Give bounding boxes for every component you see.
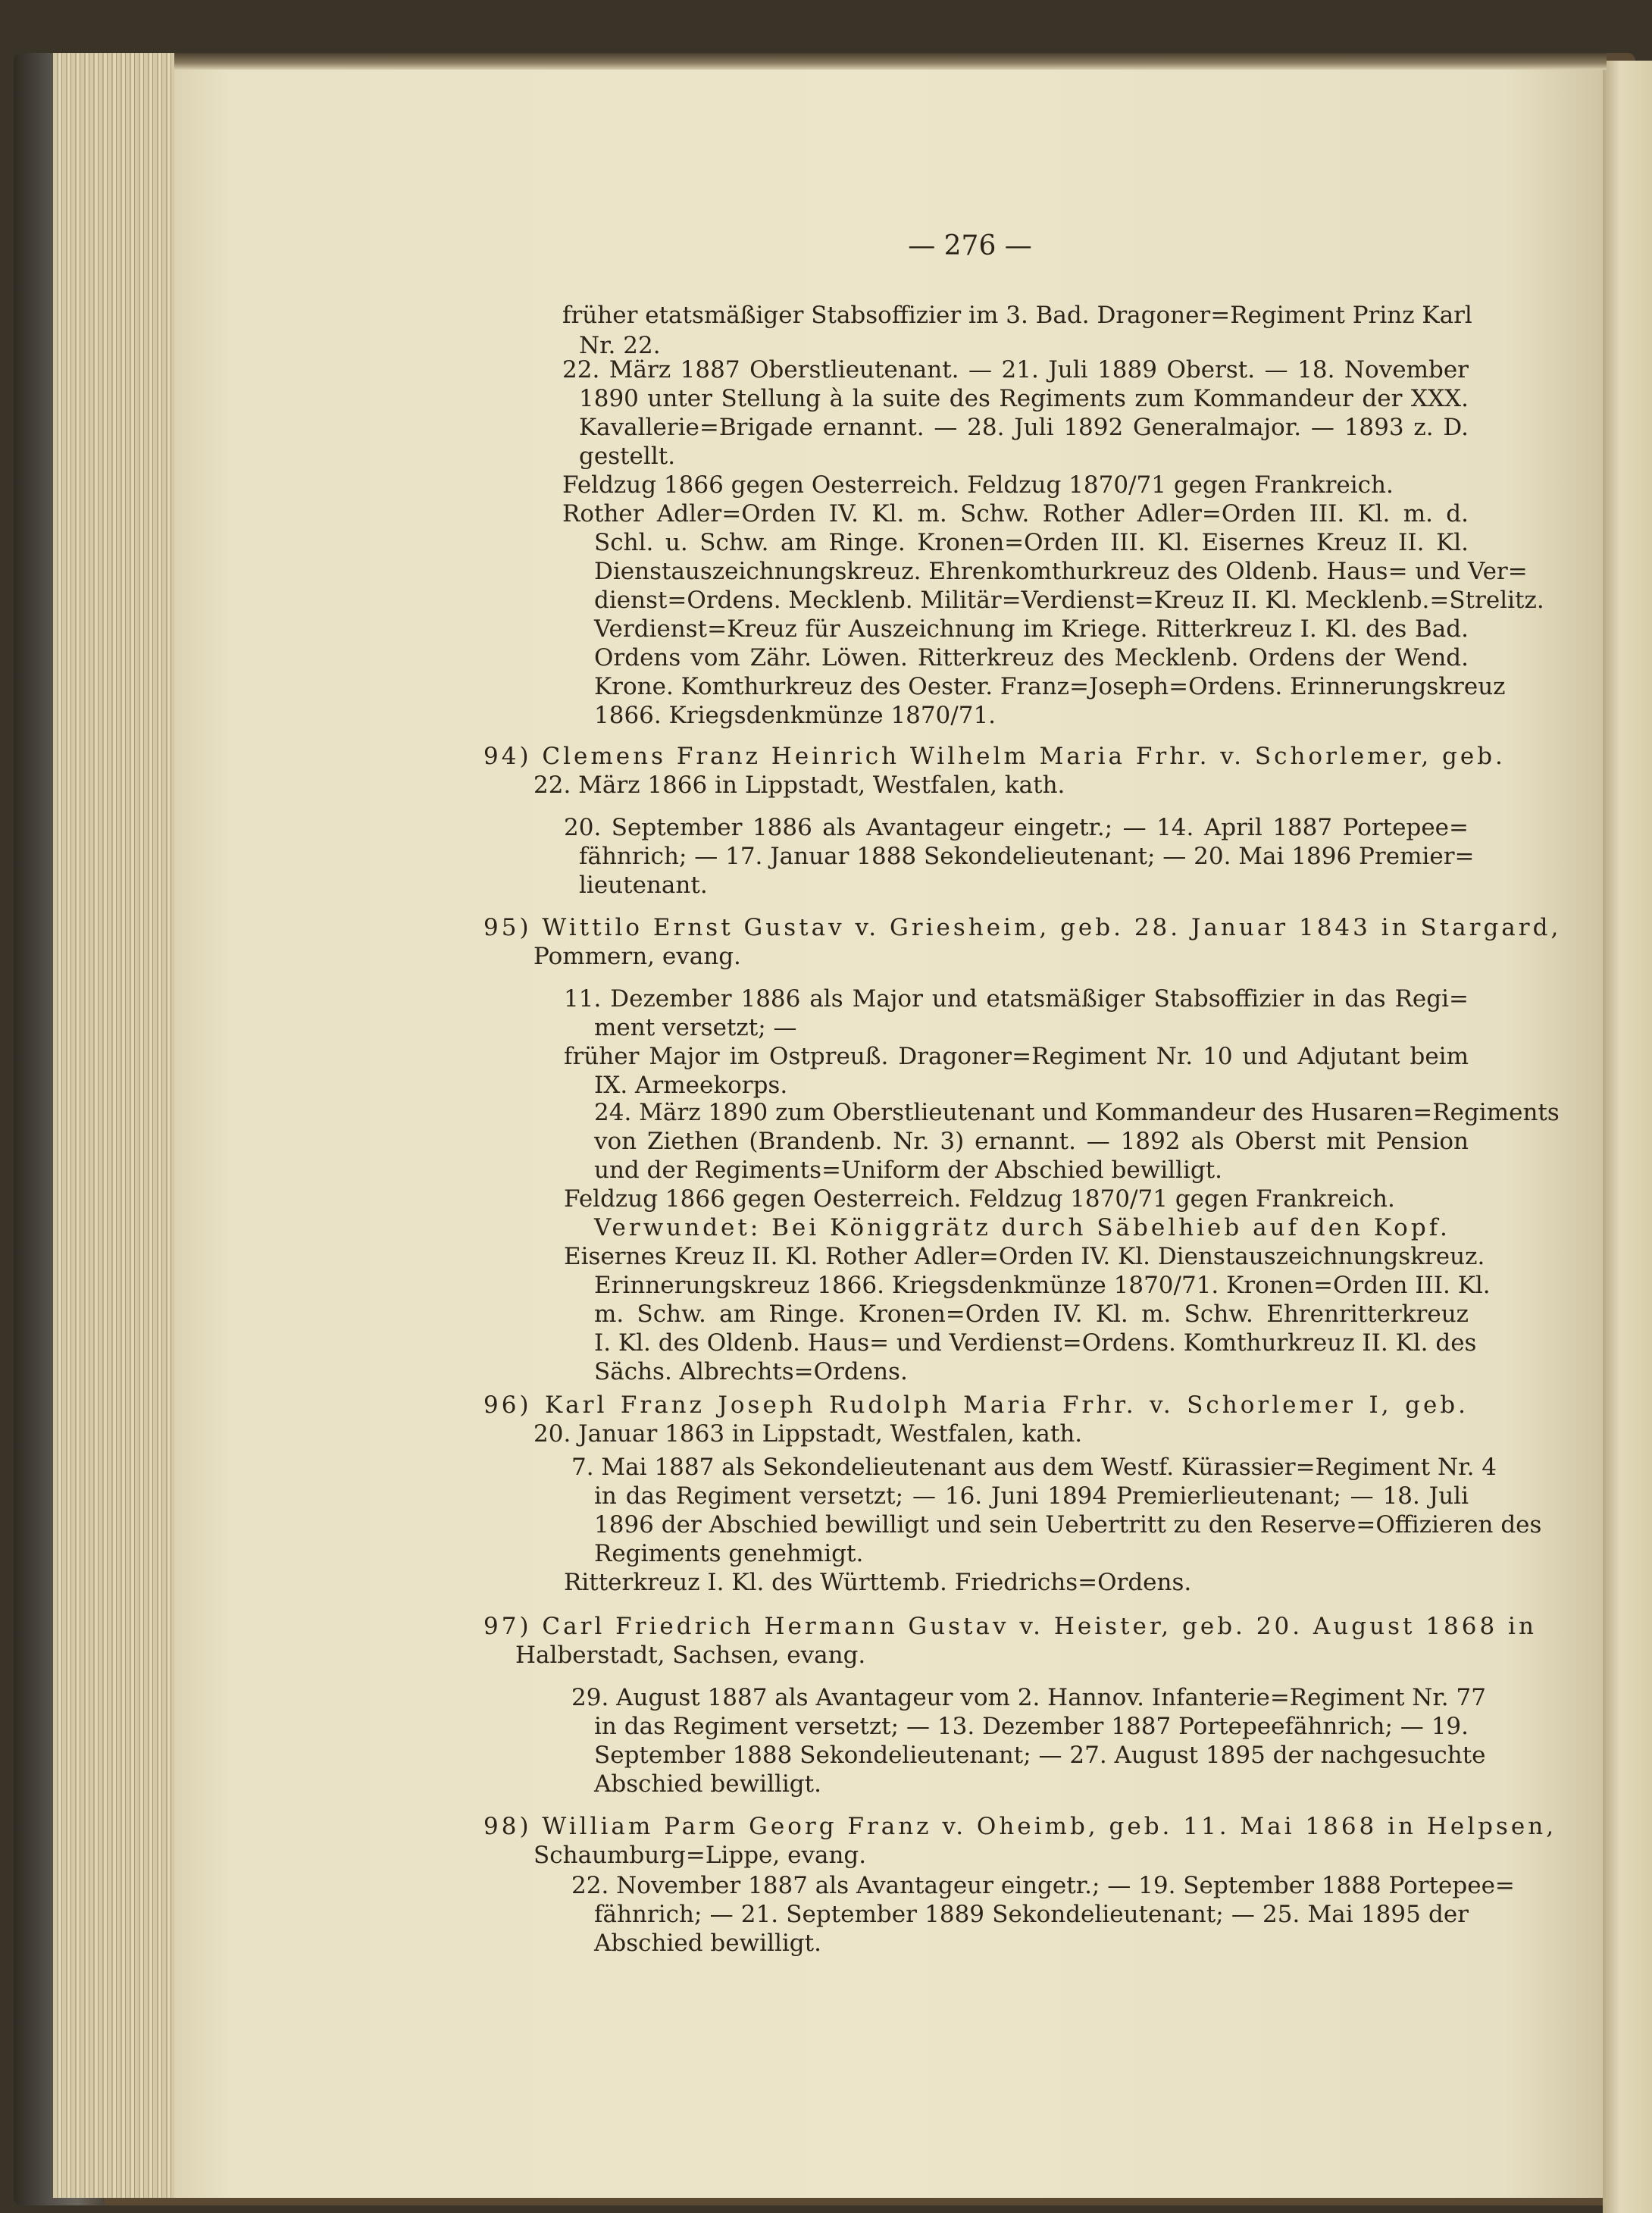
text-line: Pommern, evang.	[533, 943, 741, 970]
text-line: 22. März 1887 Oberstlieutenant. — 21. Juli 1889 Oberst. — 18. November	[562, 356, 1469, 383]
text-line: Halberstadt, Sachsen, evang.	[515, 1642, 866, 1669]
text-line: 24. März 1890 zum Oberstlieutenant und Kommandeur des Husaren=Regiments	[594, 1099, 1560, 1126]
text-line: 94) Clemens Franz Heinrich Wilhelm Maria Frhr. v. Schorlemer, geb.	[483, 743, 1506, 770]
text-line: und der Regiments=Uniform der Abschied bewilligt.	[594, 1157, 1223, 1184]
text-line: Ordens vom Zähr. Löwen. Ritterkreuz des Mecklenb. Ordens der Wend.	[594, 644, 1469, 671]
text-line: früher Major im Ostpreuß. Dragoner=Regiment Nr. 10 und Adjutant beim	[564, 1043, 1469, 1070]
text-line: Ritterkreuz I. Kl. des Württemb. Friedrichs=Ordens.	[564, 1569, 1192, 1596]
text-line: Abschied bewilligt.	[594, 1930, 821, 1957]
text-line: von Ziethen (Brandenb. Nr. 3) ernannt. — 1892 als Oberst mit Pension	[594, 1128, 1469, 1155]
text-line: Erinnerungskreuz 1866. Kriegsdenkmünze 1870/71. Kronen=Orden III. Kl.	[594, 1272, 1491, 1299]
text-line: 1896 der Abschied bewilligt und sein Uebertritt zu den Reserve=Offizieren des	[594, 1511, 1542, 1538]
text-line: Sächs. Albrechts=Ordens.	[594, 1358, 908, 1385]
text-line: 22. November 1887 als Avantageur eingetr.; — 19. September 1888 Portepee=	[571, 1872, 1515, 1899]
text-line: ment versetzt; —	[594, 1014, 797, 1041]
text-line: IX. Armeekorps.	[594, 1072, 788, 1099]
text-line: m. Schw. am Ringe. Kronen=Orden IV. Kl. m. Schw. Ehrenritterkreuz	[594, 1301, 1469, 1328]
text-line: Schl. u. Schw. am Ringe. Kronen=Orden III. Kl. Eisernes Kreuz II. Kl.	[594, 529, 1469, 556]
text-line: I. Kl. des Oldenb. Haus= und Verdienst=Ordens. Komthurkreuz II. Kl. des	[594, 1329, 1477, 1357]
text-line: Feldzug 1866 gegen Oesterreich. Feldzug 1870/71 gegen Frankreich.	[562, 471, 1394, 499]
text-line: 95) Wittilo Ernst Gustav v. Griesheim, geb. 28. Januar 1843 in Stargard,	[483, 914, 1562, 941]
text-line: 1866. Kriegsdenkmünze 1870/71.	[594, 702, 997, 729]
text-line: lieutenant.	[579, 872, 708, 899]
text-line: fähnrich; — 21. September 1889 Sekondelieutenant; — 25. Mai 1895 der	[594, 1901, 1469, 1928]
text-line: in das Regiment versetzt; — 13. Dezember 1887 Portepeefähnrich; — 19.	[594, 1713, 1469, 1740]
text-line: Kavallerie=Brigade ernannt. — 28. Juli 1892 Generalmajor. — 1893 z. D.	[579, 414, 1469, 441]
text-line: Verwundet: Bei Königgrätz durch Säbelhieb auf den Kopf.	[594, 1214, 1450, 1241]
text-line: 20. Januar 1863 in Lippstadt, Westfalen, kath.	[533, 1420, 1083, 1448]
page-number: — 276 —	[908, 230, 1032, 261]
text-line: 29. August 1887 als Avantageur vom 2. Hannov. Infanterie=Regiment Nr. 77	[571, 1684, 1486, 1711]
text-line: 96) Karl Franz Joseph Rudolph Maria Frhr. v. Schorlemer I, geb.	[483, 1391, 1469, 1419]
text-line: Eisernes Kreuz II. Kl. Rother Adler=Orden IV. Kl. Dienstauszeichnungskreuz.	[564, 1243, 1485, 1270]
text-line: Abschied bewilligt.	[594, 1770, 821, 1798]
text-line: 1890 unter Stellung à la suite des Regiments zum Kommandeur der XXX.	[579, 385, 1469, 412]
text-line: Dienstauszeichnungskreuz. Ehrenkomthurkreuz des Oldenb. Haus= und Ver=	[594, 558, 1528, 585]
text-line: Nr. 22.	[579, 332, 661, 359]
text-line: Schaumburg=Lippe, evang.	[533, 1842, 867, 1869]
text-line: 22. März 1866 in Lippstadt, Westfalen, kath.	[533, 772, 1065, 799]
text-line: 97) Carl Friedrich Hermann Gustav v. Heister, geb. 20. August 1868 in	[483, 1613, 1537, 1640]
text-line: Feldzug 1866 gegen Oesterreich. Feldzug 1870/71 gegen Frankreich.	[564, 1185, 1395, 1213]
text-line: gestellt.	[579, 443, 676, 470]
text-line: September 1888 Sekondelieutenant; — 27. August 1895 der nachgesuchte	[594, 1742, 1486, 1769]
text-line: in das Regiment versetzt; — 16. Juni 1894 Premierlieutenant; — 18. Juli	[594, 1482, 1469, 1510]
text-line: 20. September 1886 als Avantageur eingetr.; — 14. April 1887 Portepee=	[564, 814, 1469, 841]
text-line: Verdienst=Kreuz für Auszeichnung im Kriege. Ritterkreuz I. Kl. des Bad.	[594, 615, 1469, 643]
text-line: 11. Dezember 1886 als Major und etatsmäßiger Stabsoffizier in das Regi=	[564, 985, 1469, 1013]
text-line: fähnrich; — 17. Januar 1888 Sekondelieutenant; — 20. Mai 1896 Premier=	[579, 843, 1475, 870]
text-line: dienst=Ordens. Mecklenb. Militär=Verdienst=Kreuz II. Kl. Mecklenb.=Strelitz.	[594, 587, 1544, 614]
text-line: Regiments genehmigt.	[594, 1540, 864, 1567]
text-line: Rother Adler=Orden IV. Kl. m. Schw. Rother Adler=Orden III. Kl. m. d.	[562, 500, 1469, 527]
text-line: 7. Mai 1887 als Sekondelieutenant aus dem Westf. Kürassier=Regiment Nr. 4	[571, 1454, 1497, 1481]
text-line: früher etatsmäßiger Stabsoffizier im 3. Bad. Dragoner=Regiment Prinz Karl	[562, 302, 1472, 329]
text-line: Krone. Komthurkreuz des Oester. Franz=Joseph=Ordens. Erinnerungskreuz	[594, 673, 1506, 700]
text-line: 98) William Parm Georg Franz v. Oheimb, geb. 11. Mai 1868 in Helpsen,	[483, 1813, 1557, 1840]
